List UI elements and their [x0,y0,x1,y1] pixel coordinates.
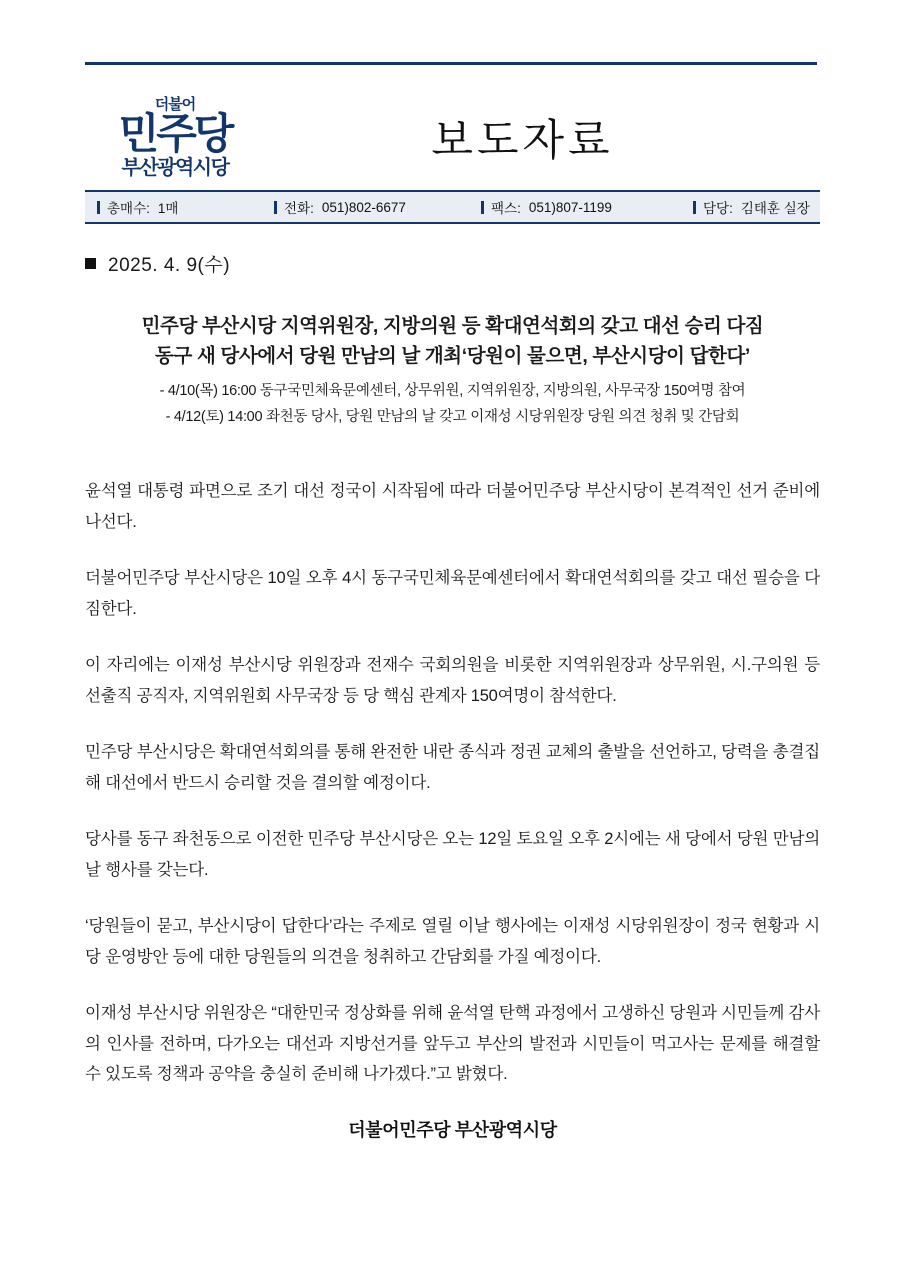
meta-contact-value: 김태훈 실장 [740,201,810,216]
meta-contact-label: 담당: [703,201,733,216]
body-text [85,476,820,1090]
document-footer: 더불어민주당 부산광역시당 [348,1119,557,1140]
headline-bullets [85,379,820,430]
document-title: 보도자료 [431,116,614,166]
body-paragraph: 더불어민주당 부산시당은 10일 오후 4시 동구국민체육문예센터에서 확대연석회의를 갖고 대선 필승을 다짐한다. [85,569,820,618]
document-header [85,0,820,182]
meta-total-pages-label: 총매수: [107,201,150,216]
document-meta-bar [85,190,820,224]
body-paragraph: 민주당 부산시당은 확대연석회의를 통해 완전한 내란 종식과 정권 교체의 출발을 선언하고, 당력을 총결집해 대선에서 반드시 승리할 것을 결의할 예정이다. [85,743,820,792]
meta-phone-label: 전화: [284,201,314,216]
release-date [85,250,820,277]
headline-line-1: 민주당 부산시당 지역위원장, 지방의원 등 확대연석회의 갖고 대선 승리 다짐 [141,315,764,337]
square-bullet-icon [85,258,96,269]
meta-phone [262,197,469,217]
meta-fax-label: 팩스: [491,201,521,216]
headline-line-2: 동구 새 당사에서 당원 만남의 날 개최‘당원이 물으면, 부산시당이 답한다’ [155,345,750,368]
body-paragraph: 이 자리에는 이재성 부산시당 위원장과 전재수 국회의원을 비롯한 지역위원장과 상무위원, 시.구의원 등 선출직 공직자, 지역위원회 사무국장 등 당 핵심 관계자 150여명이 참석한다. [85,656,820,705]
body-paragraph: 이재성 부산시당 위원장은 “대한민국 정상화를 위해 윤석열 탄핵 과정에서 고생하신 당원과 시민들께 감사의 인사를 전하며, 다가오는 대선과 지방선거를 앞두고 부산의 발전과 시민들이 먹고사는 문제를 해결할 수 있도록 정책과 공약을 충실히 준비해 나가겠다.”고 밝혔다. [85,1004,820,1084]
release-date-text: 2025. 4. 9(수) [108,255,231,276]
meta-total-pages-value: 1매 [157,201,179,216]
meta-contact [681,197,820,217]
headline-block [85,311,820,430]
meta-fax-value: 051)807-1199 [528,199,612,215]
body-paragraph: 윤석열 대통령 파면으로 조기 대선 정국이 시작됨에 따라 더불어민주당 부산시당이 본격적인 선거 준비에 나선다. [85,482,820,531]
body-paragraph: ‘당원들이 묻고, 부산시당이 답한다’라는 주제로 열릴 이날 행사에는 이재성 시당위원장이 정국 현황과 시당 운영방안 등에 대한 당원들의 의견을 청취하고 간담회를 가질 예정이다. [85,917,820,966]
logo-top-text: 더불어 [154,96,196,114]
headline-bullet-item: - 4/12(토) 14:00 좌천동 당사, 당원 만남의 날 갖고 이재성 시당위원장 당원 의견 청취 및 간담회 [165,408,740,425]
party-logo [85,97,265,182]
meta-total-pages [85,197,262,217]
headline-bullet-item: - 4/10(목) 16:00 동구국민체육문예센터, 상무위원, 지역위원장, 지방의원, 사무국장 150여명 참여 [159,383,746,400]
header-top-rule [85,62,817,65]
meta-phone-value: 051)802-6677 [321,199,406,215]
logo-main-text: 민주당 [118,110,232,158]
logo-sub-text: 부산광역시당 [121,157,229,179]
meta-fax [469,197,681,217]
body-paragraph: 당사를 동구 좌천동으로 이전한 민주당 부산시당은 오는 12일 토요일 오후 2시에는 새 당에서 당원 만남의 날 행사를 갖는다. [85,830,820,879]
